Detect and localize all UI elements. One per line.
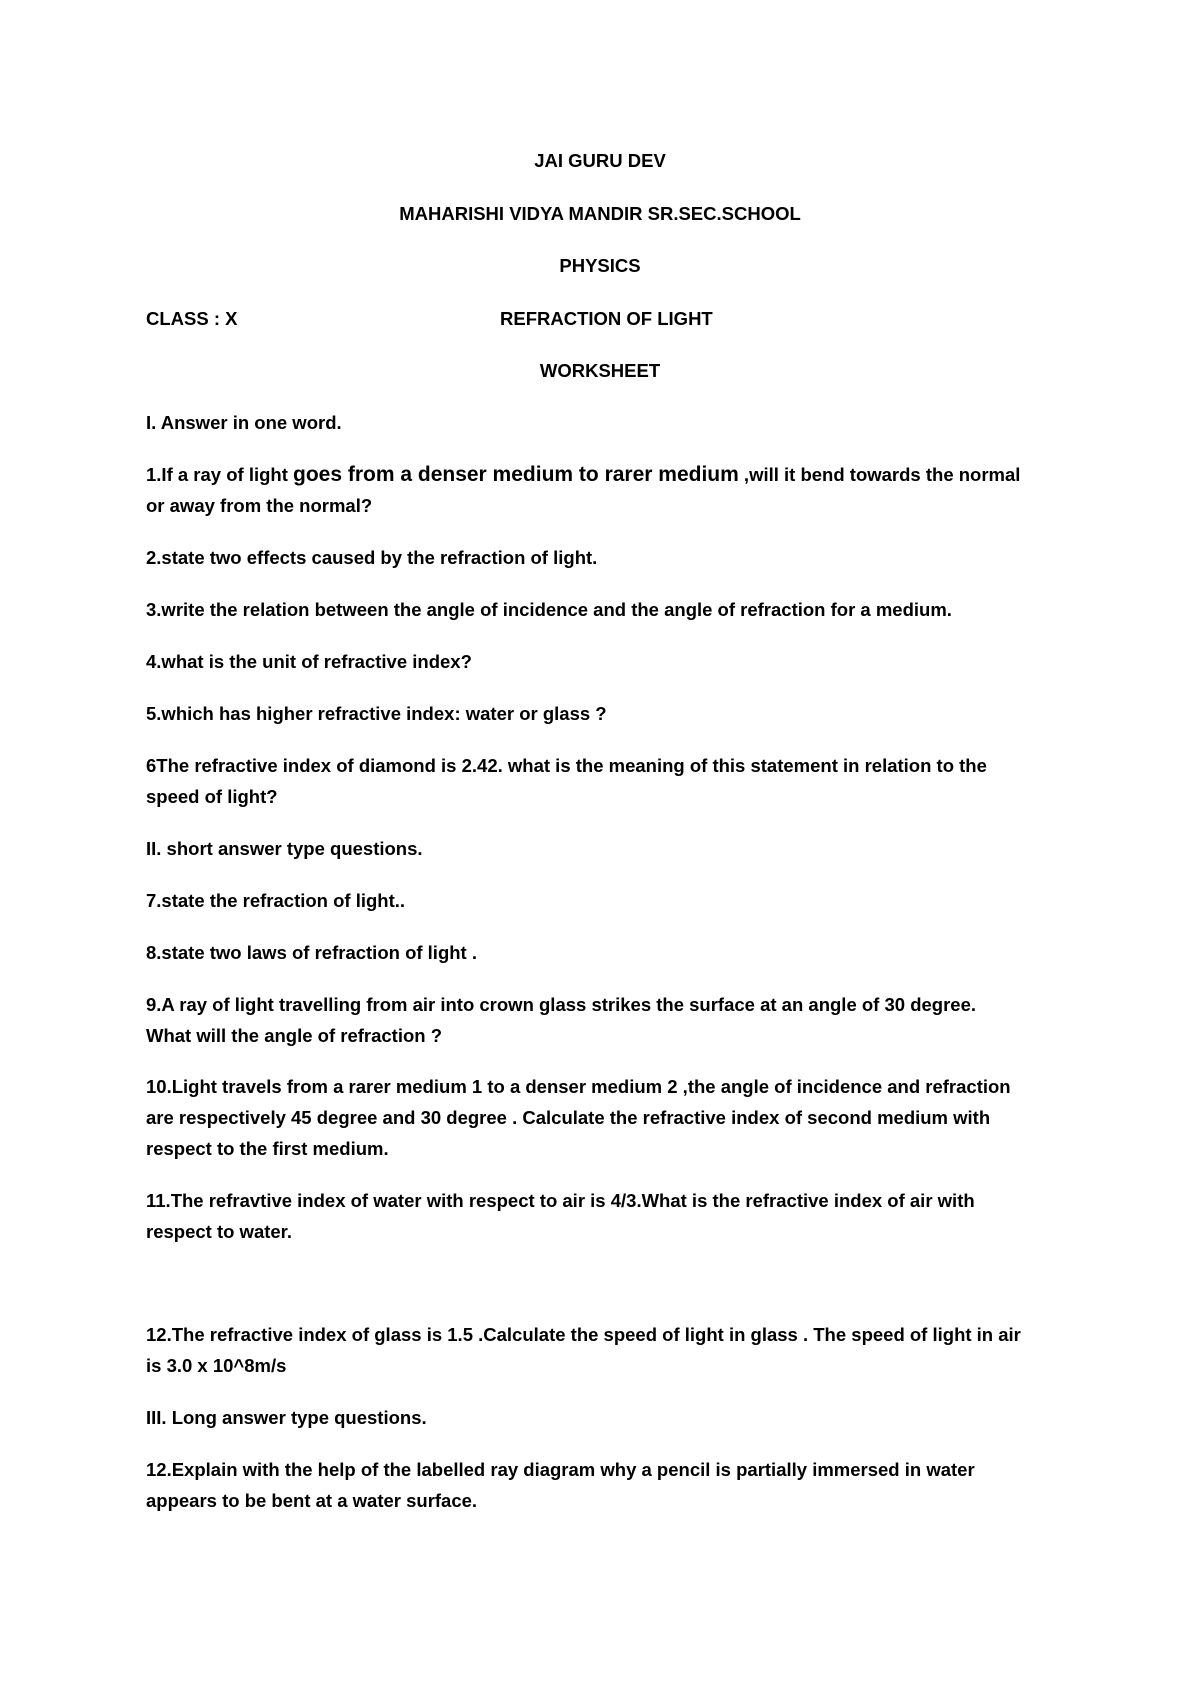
question-12a-line-1: 12.The refractive index of glass is 1.5 .Calculate the speed of light in glass . The speed of light in air [146,1324,1021,1345]
question-1-part-c: ,will it bend towards the normal [738,464,1021,485]
question-10-line-2: are respectively 45 degree and 30 degree . Calculate the refractive index of second medium with [146,1107,991,1128]
question-10-line-3: respect to the first medium. [146,1138,389,1159]
section-one-heading: I. Answer in one word. [146,412,342,433]
question-9-line-2: What will the angle of refraction ? [146,1025,443,1046]
question-3: 3.write the relation between the angle of incidence and the angle of refraction for a medium. [146,599,952,620]
question-5: 5.which has higher refractive index: water or glass ? [146,703,607,724]
question-7: 7.state the refraction of light.. [146,890,406,911]
question-12b-line-1: 12.Explain with the help of the labelled ray diagram why a pencil is partially immersed in water [146,1459,975,1480]
worksheet-title: WORKSHEET [539,360,661,381]
question-6-line-1: 6The refractive index of diamond is 2.42. what is the meaning of this statement in relation to the [146,755,987,776]
question-1-part-a: 1.If a ray of light [146,464,293,485]
question-10-line-1: 10.Light travels from a rarer medium 1 to a denser medium 2 ,the angle of incidence and refraction [146,1076,1011,1097]
question-4: 4.what is the unit of refractive index? [146,651,472,672]
question-11-line-1: 11.The refravtive index of water with respect to air is 4/3.What is the refractive index of air with [146,1190,975,1211]
question-2: 2.state two effects caused by the refraction of light. [146,547,598,568]
question-9-line-1: 9.A ray of light travelling from air into crown glass strikes the surface at an angle of 30 degree. [146,994,976,1015]
motto-heading: JAI GURU DEV [534,150,666,171]
topic-title: REFRACTION OF LIGHT [500,308,713,329]
section-two-heading: II. short answer type questions. [146,838,423,859]
class-label: CLASS : X [146,308,238,329]
question-1-line-2: or away from the normal? [146,495,373,516]
question-1-emphasis: goes from a denser medium to rarer medium [293,463,739,486]
question-1-line-1 [146,459,1020,490]
question-8: 8.state two laws of refraction of light . [146,942,477,963]
question-11-line-2: respect to water. [146,1221,293,1242]
question-12a-line-2: is 3.0 x 10^8m/s [146,1355,287,1376]
school-name: MAHARISHI VIDYA MANDIR SR.SEC.SCHOOL [399,203,801,224]
subject-title: PHYSICS [559,255,641,276]
question-12b-line-2: appears to be bent at a water surface. [146,1490,478,1511]
question-6-line-2: speed of light? [146,786,278,807]
section-three-heading: III. Long answer type questions. [146,1407,427,1428]
